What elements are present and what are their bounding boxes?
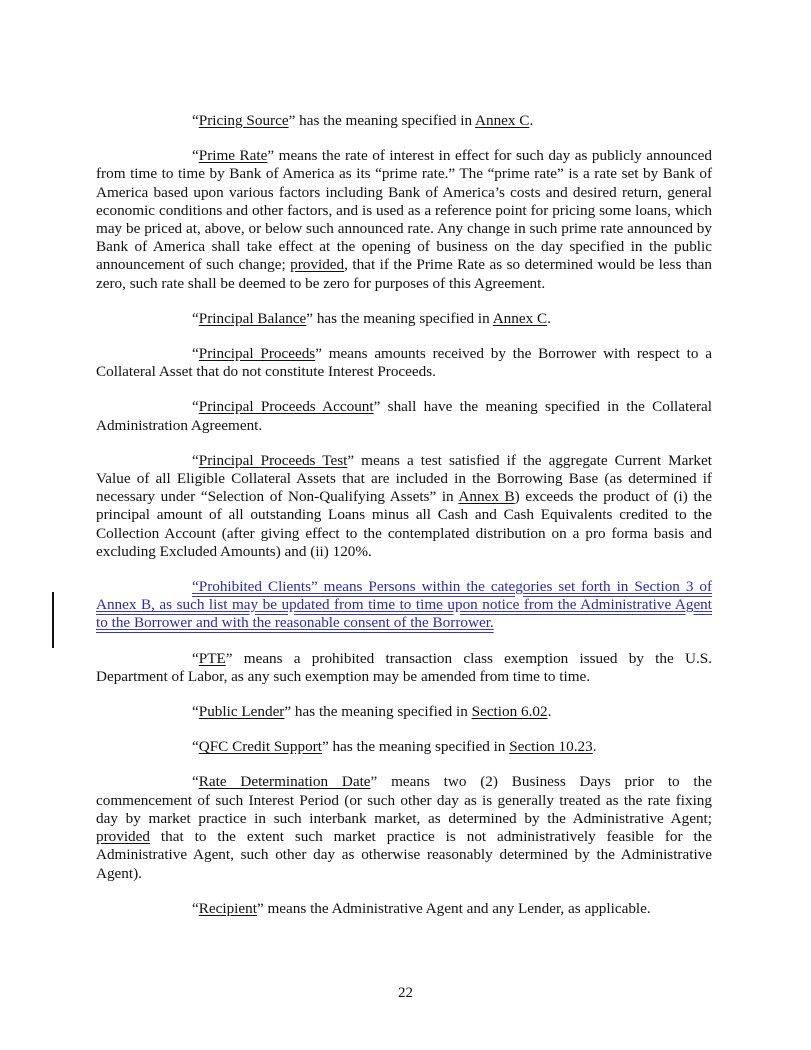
- definition-pte: “PTE” means a prohibited transaction class exemption issued by the U.S. Department of Labor, as any such exemption may be amended from time to time.: [96, 649, 712, 685]
- defined-term: PTE: [198, 649, 226, 667]
- proviso: provided: [290, 256, 345, 274]
- defined-term: Pricing Source: [198, 112, 289, 129]
- defined-term: Prime Rate: [198, 147, 268, 165]
- definition-principal-proceeds-account: “Principal Proceeds Account” shall have the meaning specified in the Collateral Administration Agreement.: [96, 398, 712, 434]
- cross-reference: Section 6.02: [471, 703, 548, 721]
- defined-term: QFC Credit Support: [198, 738, 322, 756]
- defined-term: Principal Proceeds Account: [198, 398, 374, 416]
- cross-reference: Annex B: [458, 488, 515, 506]
- defined-term: Principal Proceeds: [198, 345, 316, 363]
- definition-prime-rate: “Prime Rate” means the rate of interest in effect for such day as publicly announced from time to time by Bank of America as its “prime rate.” The “prime rate” is a rate set by Bank of America based upon various factors including Bank of America’s costs and desired return, general economic conditions and other factors, and is used as a reference point for pricing some loans, which may be priced at, above, or below such announced rate. Any change in such prime rate announced by Bank of America shall take effect at the opening of business on the day specified in the public announcement of such change; provided, that if the Prime Rate as so determined would be less than zero, such rate shall be deemed to be zero for purposes of this Agreement.: [96, 147, 712, 292]
- defined-term: Recipient: [198, 899, 257, 917]
- document-page: [96, 112, 712, 935]
- defined-term: Rate Determination Date: [198, 773, 371, 791]
- cross-reference: Annex C: [475, 112, 530, 129]
- definition-principal-proceeds-test: “Principal Proceeds Test” means a test satisfied if the aggregate Current Market Value of all Eligible Collateral Assets that are included in the Borrowing Base (as determined if necessary under “Selection of Non-Qualifying Assets” in Annex B) exceeds the product of (i) the principal amount of all outstanding Loans minus all Cash and Cash Equivalents credited to the Collection Account (after giving effect to the contemplated distribution on a pro forma basis and excluding Excluded Amounts) and (ii) 120%.: [96, 451, 713, 560]
- definition-pricing-source: “Pricing Source” has the meaning specified in Annex C.: [192, 112, 534, 129]
- page-number: 22: [398, 985, 413, 1001]
- definition-recipient: “Recipient” means the Administrative Agent and any Lender, as applicable.: [192, 899, 651, 917]
- definition-public-lender: “Public Lender” has the meaning specified in Section 6.02.: [192, 703, 552, 721]
- defined-term: Principal Balance: [198, 309, 307, 327]
- defined-term: Public Lender: [198, 703, 285, 721]
- definition-qfc-credit-support: “QFC Credit Support” has the meaning specified in Section 10.23.: [192, 738, 597, 756]
- cross-reference: Annex C: [492, 309, 548, 327]
- proviso: provided: [96, 828, 150, 846]
- change-bar: [52, 592, 54, 648]
- definition-rate-determination-date: “Rate Determination Date” means two (2) Business Days prior to the commencement of such Interest Period (or such other day as is generally treated as the rate fixing day by market practice in such interbank market, as determined by the Administrative Agent; provided that to the extent such market practice is not administratively feasible for the Administrative Agent, such other day as otherwise reasonably determined by the Administrative Agent).: [96, 773, 712, 882]
- definition-principal-proceeds: “Principal Proceeds” means amounts received by the Borrower with respect to a Collateral Asset that do not constitute Interest Proceeds.: [96, 345, 712, 381]
- cross-reference: Section 10.23: [509, 738, 593, 756]
- defined-term: Principal Proceeds Test: [198, 451, 348, 469]
- inserted-text: “Prohibited Clients” means Persons within the categories set forth in Section 3 of Annex B, as such list may be updated from time to time upon notice from the Administrative Agent to the Borrower and with the reasonable consent of the Borrower.: [96, 578, 712, 632]
- definition-principal-balance: “Principal Balance” has the meaning specified in Annex C.: [192, 309, 551, 327]
- definition-prohibited-clients-inserted: [96, 578, 712, 633]
